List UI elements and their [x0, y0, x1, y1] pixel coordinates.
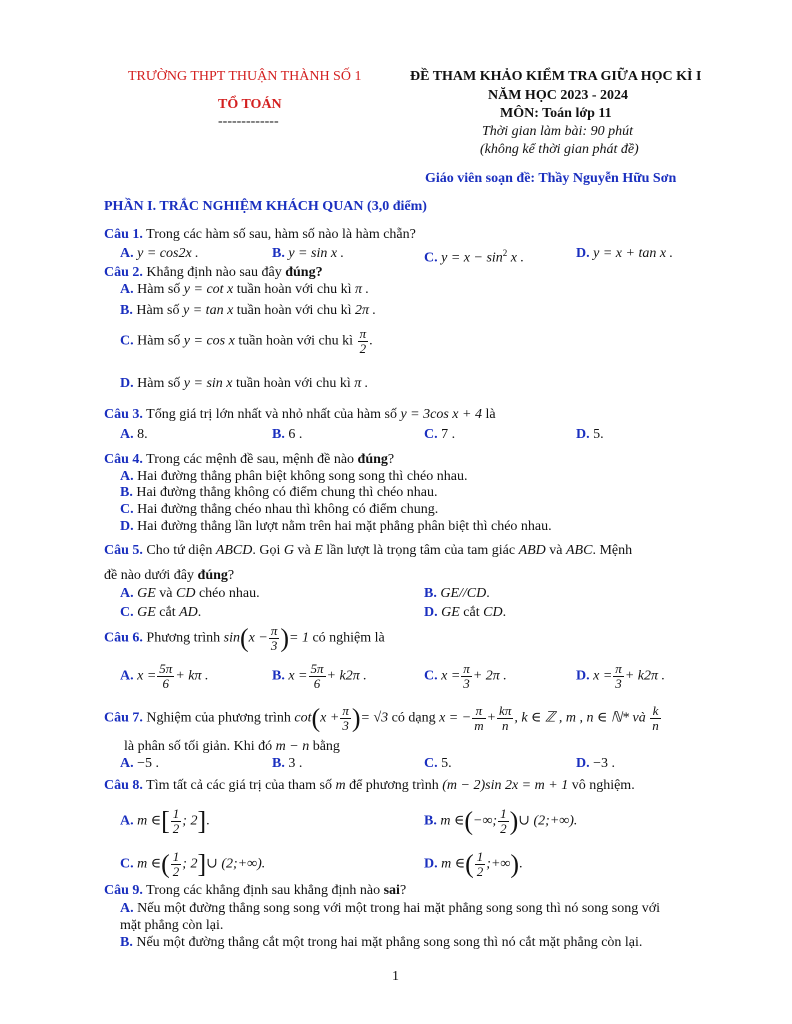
question-2: Câu 2. Khẳng định nào sau đây đúng?: [104, 265, 323, 280]
q9-option-a[interactable]: A. Nếu một đường thẳng song song với một trong hai mặt phẳng song song thì nó song song với: [120, 901, 661, 916]
q9-option-a-line-2: mặt phẳng còn lại.: [120, 918, 224, 933]
q5-option-d[interactable]: D. GE cắt CD.: [424, 605, 507, 620]
q8-option-a[interactable]: A. m ∈[ $\frac{1}{2}$ ; 2].: [120, 806, 210, 836]
q1-option-d[interactable]: D. y = x + tan x .: [576, 246, 674, 261]
q3-option-c[interactable]: C. 7 .: [424, 427, 456, 442]
header-divider: -------------: [218, 114, 279, 129]
q2-option-a[interactable]: A. Hàm số y = cot x tuần hoàn với chu kì π .: [120, 282, 370, 297]
fraction: $\frac{\pi}{2}$: [359, 326, 367, 356]
question-6: Câu 6. Phương trình sin(x − $\frac{\pi}{3}$ )= 1 có nghiệm là: [104, 623, 385, 653]
q9-option-b[interactable]: B. Nếu một đường thẳng cắt một trong hai mặt phẳng song song thì nó cắt mặt phẳng còn lại.: [120, 935, 643, 950]
q8-option-d[interactable]: D. m ∈( $\frac{1}{2}$ ;+∞).: [424, 849, 523, 879]
school-year: NĂM HỌC 2023 - 2024: [488, 88, 628, 103]
q6-option-b[interactable]: B. x = $\frac{5\pi}{6}$ + k2π .: [272, 661, 367, 691]
q7-option-a[interactable]: A. −5 .: [120, 756, 160, 771]
question-7: Câu 7. Nghiệm của phương trình cot(x + $\frac{\pi}{3}$ )= √3 có dạng x = − $\frac{\pi}{m}$ + $\frac{k\pi}{n}$ , k ∈ ℤ , m , n ∈ ℕ* và $\frac{k}{n}$: [104, 703, 659, 733]
q2-option-c[interactable]: C. Hàm số y = cos x tuần hoàn với chu kì $\frac{\pi}{2}$ .: [120, 326, 373, 356]
q4-option-c[interactable]: C. Hai đường thẳng chéo nhau thì không có điểm chung.: [120, 502, 439, 517]
page-number: 1: [392, 969, 399, 984]
question-label: Câu 1.: [104, 227, 143, 242]
q1-option-a[interactable]: A. y = cos2x .: [120, 246, 199, 261]
q1-option-c[interactable]: C. $y = x - \sin^2 x$ .: [424, 248, 525, 266]
q2-option-d[interactable]: D. Hàm số y = sin x tuần hoàn với chu kì π .: [120, 376, 369, 391]
q2-option-b[interactable]: B. Hàm số y = tan x tuần hoàn với chu kì 2π .: [120, 303, 377, 318]
q5-option-a[interactable]: A. GE và CD chéo nhau.: [120, 586, 260, 601]
q7-option-b[interactable]: B. 3 .: [272, 756, 303, 771]
exam-time-note: (không kể thời gian phát đề): [480, 142, 639, 157]
q7-option-d[interactable]: D. −3 .: [576, 756, 616, 771]
q8-option-c[interactable]: C. m ∈( $\frac{1}{2}$ ; 2]∪ (2;+∞).: [120, 849, 266, 879]
q8-option-b[interactable]: B. m ∈(−∞; $\frac{1}{2}$ )∪ (2;+∞).: [424, 806, 578, 836]
question-1: [104, 226, 416, 243]
q4-option-d[interactable]: D. Hai đường thẳng lần lượt nằm trên hai mặt phẳng phân biệt thì chéo nhau.: [120, 519, 552, 534]
q7-option-c[interactable]: C. 5.: [424, 756, 452, 771]
q4-option-a[interactable]: A. Hai đường thẳng phân biệt không song song thì chéo nhau.: [120, 469, 468, 484]
q6-option-c[interactable]: C. x = $\frac{\pi}{3}$ + 2π .: [424, 661, 507, 691]
question-4: Câu 4. Trong các mệnh đề sau, mệnh đề nào đúng?: [104, 452, 395, 467]
question-7-line-2: là phân số tối giản. Khi đó m − n bằng: [124, 739, 340, 754]
department-name: TỔ TOÁN: [218, 97, 282, 112]
q1-option-b[interactable]: B. y = sin x .: [272, 246, 345, 261]
q5-option-b[interactable]: B. GE//CD.: [424, 586, 490, 601]
q3-option-d[interactable]: D. 5.: [576, 427, 604, 442]
question-5: Câu 5. Cho tứ diện ABCD. Gọi G và E lần lượt là trọng tâm của tam giác ABD và ABC. Mệnh: [104, 543, 633, 558]
section-title: PHẦN I. TRẮC NGHIỆM KHÁCH QUAN (3,0 điểm): [104, 199, 427, 214]
q3-option-a[interactable]: A. 8.: [120, 427, 148, 442]
question-9: Câu 9. Trong các khẳng định sau khẳng định nào sai?: [104, 883, 407, 898]
subject: MÔN: Toán lớp 11: [500, 106, 612, 121]
q3-option-b[interactable]: B. 6 .: [272, 427, 303, 442]
exam-time: Thời gian làm bài: 90 phút: [482, 124, 633, 139]
exam-title: ĐỀ THAM KHẢO KIỂM TRA GIỮA HỌC KÌ I: [410, 69, 702, 84]
question-text: Trong các hàm số sau, hàm số nào là hàm chẵn?: [146, 227, 416, 242]
q6-option-a[interactable]: A. x = $\frac{5\pi}{6}$ + kπ .: [120, 661, 209, 691]
question-8: Câu 8. Tìm tất cả các giá trị của tham số m để phương trình (m − 2)sin 2x = m + 1 vô nghiệm.: [104, 778, 635, 793]
school-name: TRƯỜNG THPT THUẬN THÀNH SỐ 1: [128, 69, 362, 84]
q5-option-c[interactable]: C. GE cắt AD.: [120, 605, 202, 620]
question-5-line-2: đề nào dưới đây đúng?: [104, 568, 235, 583]
q6-option-d[interactable]: D. x = $\frac{\pi}{3}$ + k2π .: [576, 661, 665, 691]
author: Giáo viên soạn đề: Thầy Nguyễn Hữu Sơn: [425, 171, 677, 186]
question-3: Câu 3. Tổng giá trị lớn nhất và nhỏ nhất của hàm số y = 3cos x + 4 là: [104, 407, 496, 422]
q4-option-b[interactable]: B. Hai đường thẳng không có điểm chung thì chéo nhau.: [120, 485, 438, 500]
